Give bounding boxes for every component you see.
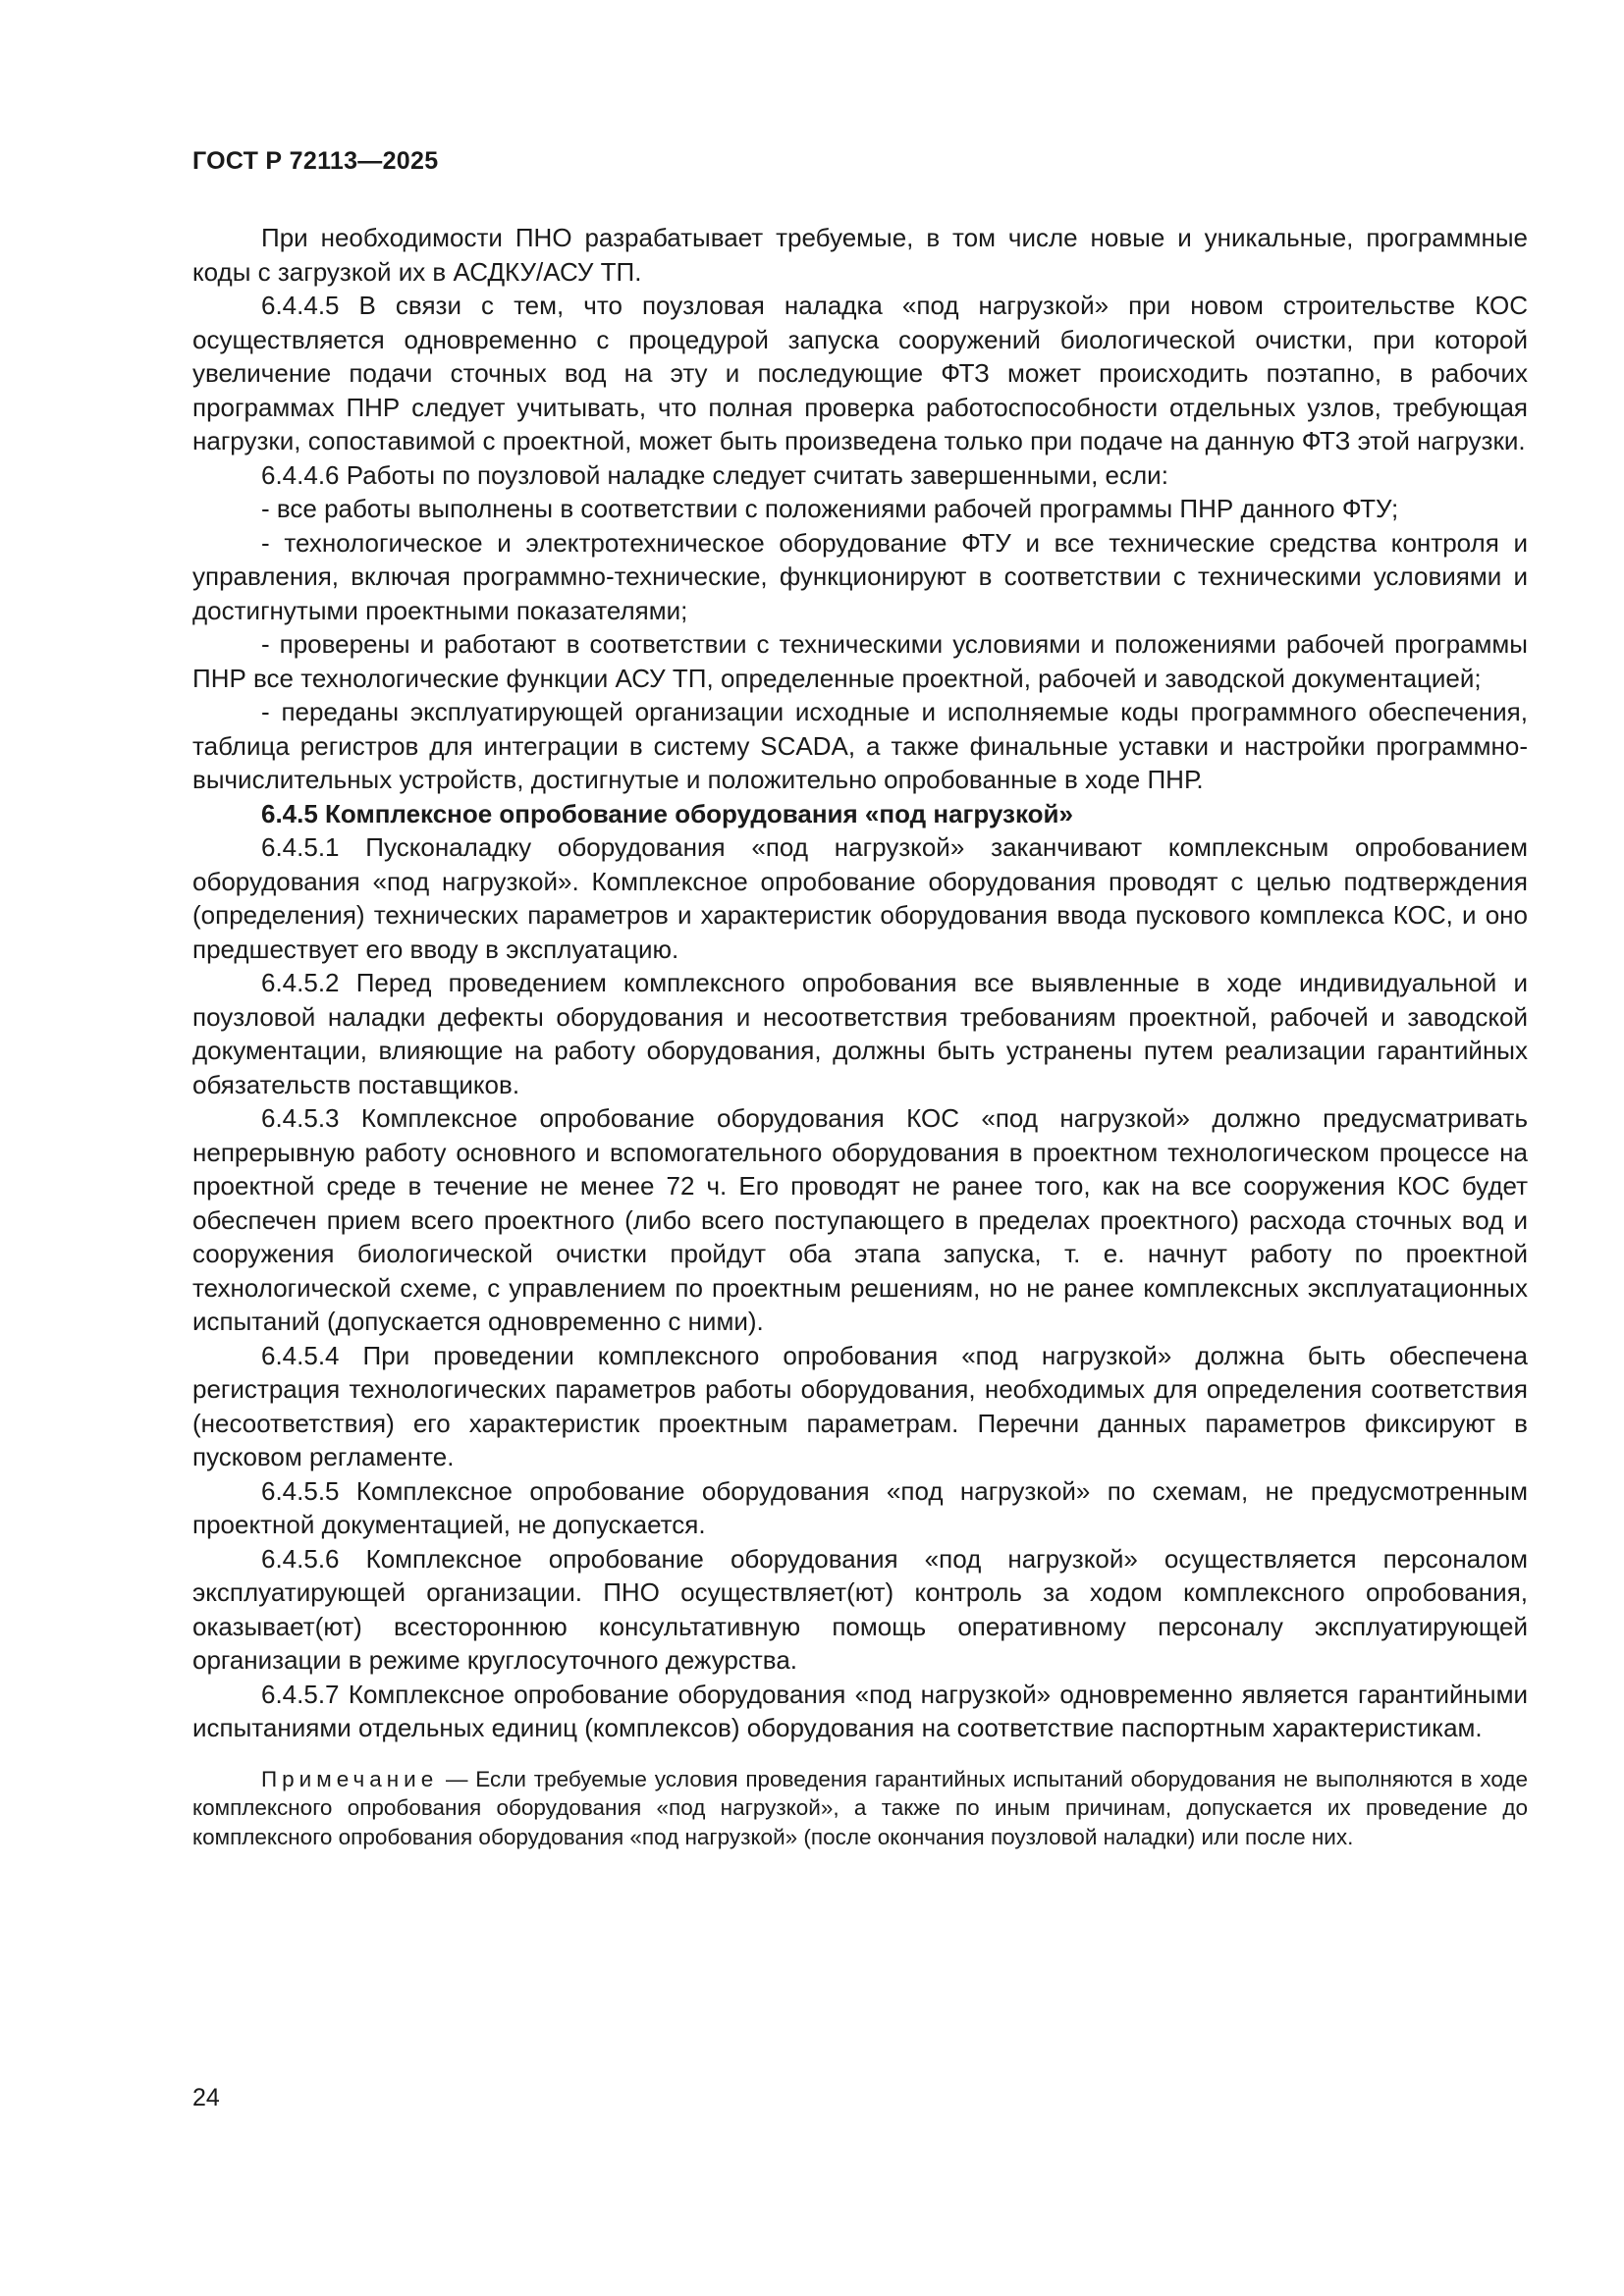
paragraph: 6.4.4.5 В связи с тем, что поузловая наладка «под нагрузкой» при новом строительстве КОС осуществляется одновременно с процедурой запуска сооружений биологической очистки, при которой увеличение подачи сточных вод на эту и последующие ФТЗ может происходить поэтапно, в рабочих программах ПНР следует учитывать, что полная проверка работоспособности отдельных узлов, требующая нагрузки, сопоставимой с проектной, может быть произведена только при подаче на данную ФТЗ этой нагрузки. <box>192 291 1528 455</box>
paragraph: 6.4.5.1 Пусконаладку оборудования «под нагрузкой» заканчивают комплексным опробованием оборудования «под нагрузкой». Комплексное опробование оборудования проводят с целью подтверждения (определения) технических параметров и характеристик оборудования ввода пускового комплекса КОС, и оно предшествует его вводу в эксплуатацию. <box>192 832 1528 964</box>
paragraph: 6.4.5.5 Комплексное опробование оборудования «под нагрузкой» по схемам, не предусмотренным проектной документацией, не допускается. <box>192 1475 1528 1539</box>
section-heading: 6.4.5 Комплексное опробование оборудования «под нагрузкой» <box>261 798 1073 828</box>
paragraph: При необходимости ПНО разрабатывает требуемые, в том числе новые и уникальные, программные коды с загрузкой их в АСДКУ/АСУ ТП. <box>192 223 1528 287</box>
list-item: - проверены и работают в соответствии с техническими условиями и положениями рабочей программы ПНР все технологические функции АСУ ТП, определенные проектной, рабочей и заводской документацией; <box>192 629 1528 693</box>
page-number: 24 <box>192 2084 220 2111</box>
note-text: — Если требуемые условия проведения гарантийных испытаний оборудования не выполняются в ходе комплексного опробования оборудования «под нагрузкой», а также по иным причинам, допускается их проведение до комплексного опробования оборудования «под нагрузкой» (после окончания поузловой наладки) или после них. <box>192 1766 1528 1849</box>
list-item: - переданы эксплуатирующей организации исходные и исполняемые коды программного обеспечения, таблица регистров для интеграции в систему SCADA, а также финальные уставки и настройки программно-вычислительных устройств, достигнутые и положительно опробованные в ходе ПНР. <box>192 697 1528 794</box>
paragraph: 6.4.4.6 Работы по поузловой наладке следует считать завершенными, если: <box>261 459 1168 490</box>
paragraph: 6.4.5.2 Перед проведением комплексного опробования все выявленные в ходе индивидуальной и поузловой наладки дефекты оборудования и несоответствия требованиям проектной, рабочей и заводской документации, влияющие на работу оборудования, должны быть устранены путем реализации гарантийных обязательств поставщиков. <box>192 968 1528 1099</box>
list-item: - все работы выполнены в соответствии с положениями рабочей программы ПНР данного ФТУ; <box>261 494 1399 523</box>
note-label: Примечание <box>261 1766 439 1791</box>
document-body <box>192 221 1528 1851</box>
note <box>192 1765 1528 1852</box>
paragraph: 6.4.5.7 Комплексное опробование оборудования «под нагрузкой» одновременно является гарантийными испытаниями отдельных единиц (комплексов) оборудования на соответствие паспортным характеристикам. <box>192 1679 1528 1742</box>
document-header: ГОСТ Р 72113—2025 <box>192 147 439 175</box>
paragraph: 6.4.5.6 Комплексное опробование оборудования «под нагрузкой» осуществляется персоналом эксплуатирующей организации. ПНО осуществляет(ют) контроль за ходом комплексного опробования, оказывает(ют) всестороннюю консультативную помощь оперативному персоналу эксплуатирующей организации в режиме круглосуточного дежурства. <box>192 1543 1528 1675</box>
list-item: - технологическое и электротехническое оборудование ФТУ и все технические средства контроля и управления, включая программно-технические, функционируют в соответствии с техническими условиями и достигнутыми проектными показателями; <box>192 527 1528 625</box>
paragraph: 6.4.5.3 Комплексное опробование оборудования КОС «под нагрузкой» должно предусматривать непрерывную работу основного и вспомогательного оборудования в проектном технологическом процессе на проектной среде в течение не менее 72 ч. Его проводят не ранее того, как на все сооружения КОС будет обеспечен прием всего проектного (либо всего поступающего в пределах проектного) расхода сточных вод и сооружения биологической очистки пройдут оба этапа запуска, т. е. начнут работу по проектной технологической схеме, с управлением по проектным решениям, но не ранее комплексных эксплуатационных испытаний (допускается одновременно с ними). <box>192 1103 1528 1336</box>
paragraph: 6.4.5.4 При проведении комплексного опробования «под нагрузкой» должна быть обеспечена регистрация технологических параметров работы оборудования, необходимых для определения соответствия (несоответствия) его характеристик проектным параметрам. Перечни данных параметров фиксируют в пусковом регламенте. <box>192 1340 1528 1471</box>
